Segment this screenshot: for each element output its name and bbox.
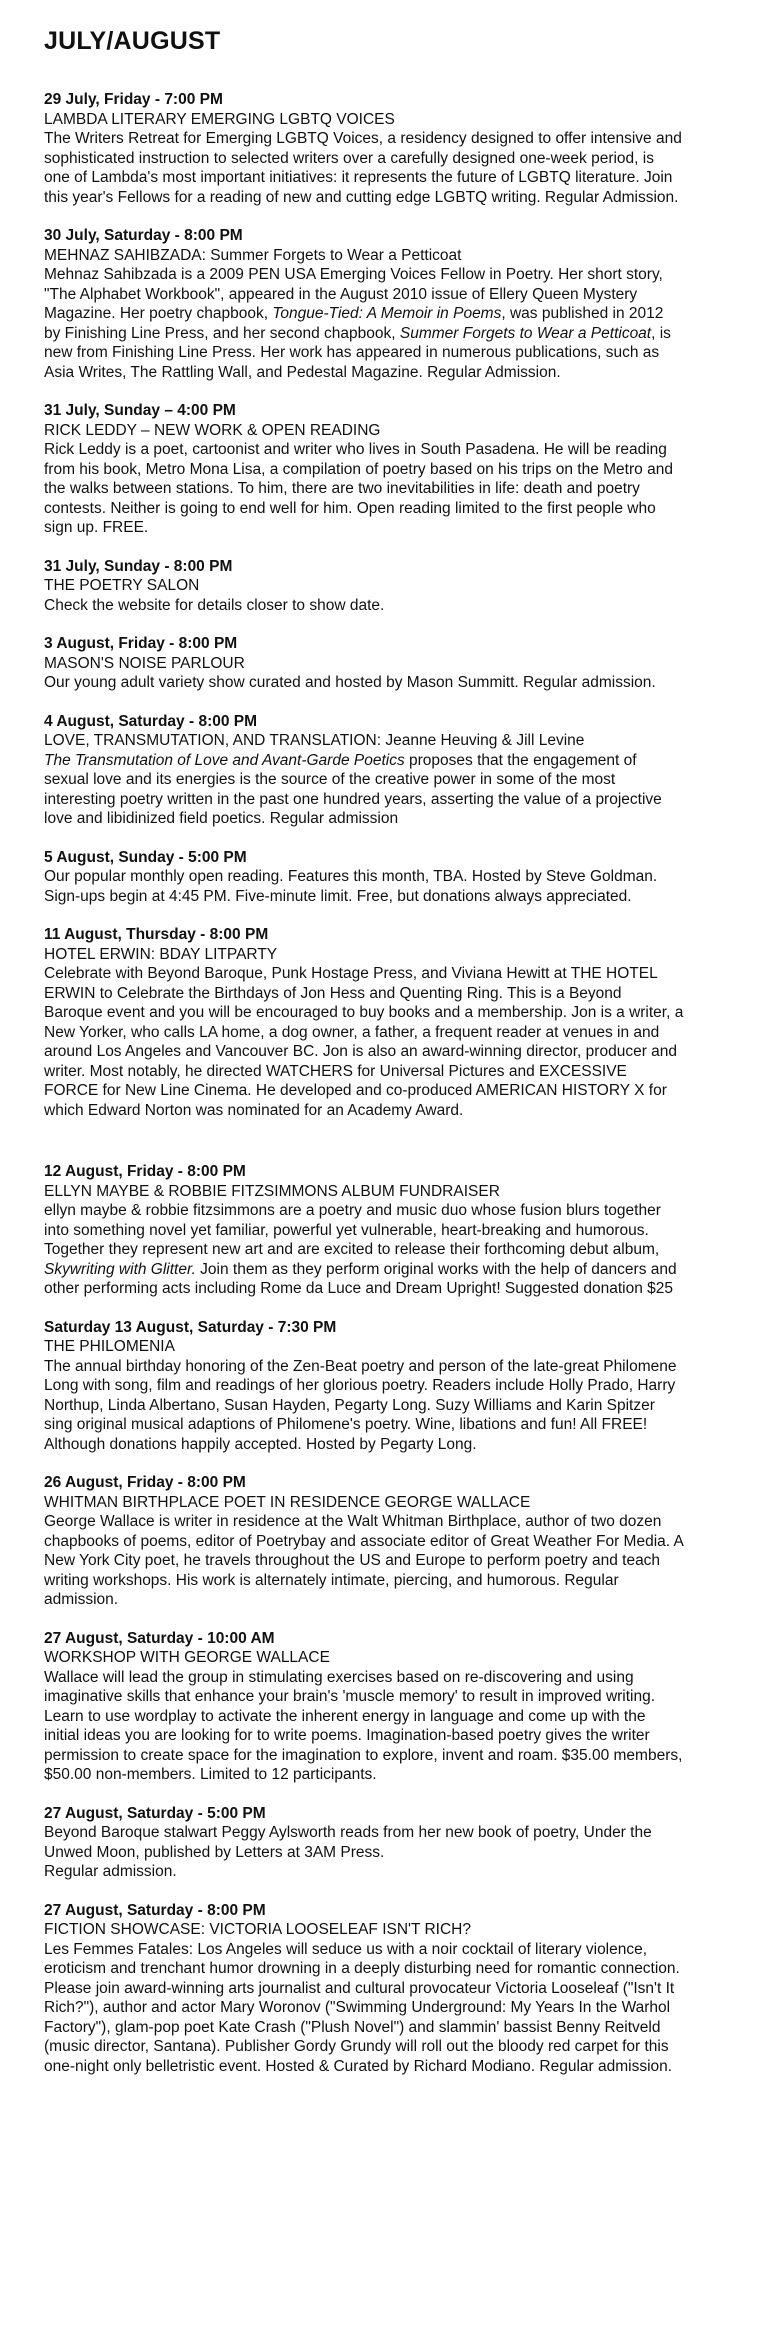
event-date: 27 August, Saturday - 5:00 PM [44, 1804, 266, 1822]
description-text: Mehnaz Sahibzada is a 2009 PEN USA Emerging Voices Fellow in Poetry. Her short story, "The Alphabet Workbook", appeared in the August 2010 issue of Ellery Queen Mystery Magazine. Her poetry chapbook, [44, 266, 663, 322]
event-description [44, 1357, 684, 1455]
description-text: Beyond Baroque stalwart Peggy Aylsworth reads from her new book of poetry, Under the Unwed Moon, published by Letters at 3AM Press. [44, 1824, 652, 1861]
event-date: 12 August, Friday - 8:00 PM [44, 1163, 246, 1180]
event-list [44, 90, 763, 2076]
event-title: MEHNAZ SAHIBZADA: Summer Forgets to Wear a Petticoat [44, 246, 462, 264]
event-title: ELLYN MAYBE & ROBBIE FITZSIMMONS ALBUM FUNDRAISER [44, 1182, 500, 1200]
event-item [44, 634, 684, 693]
event-date: 31 July, Sunday – 4:00 PM [44, 402, 236, 419]
event-item [44, 925, 684, 1120]
event-item [44, 712, 684, 829]
event-title: WORKSHOP WITH GEORGE WALLACE [44, 1649, 330, 1666]
description-text: ellyn maybe & robbie fitzsimmons are a poetry and music duo whose fusion blurs together into something novel yet familiar, powerful yet vulnerable, heart-breaking and humorous. Together they represent new art and are excited to release their forthcoming debut album, [44, 1202, 661, 1258]
description-text: The Writers Retreat for Emerging LGBTQ Voices, a residency designed to offer intensive and sophisticated instruction to selected writers over a carefully designed one-week period, is one of Lambda's most important initiatives: it represents the future of LGBTQ literature. Join this year's Fellows for a reading of new and cutting edge LGBTQ writing. Regular Admission. [44, 130, 682, 206]
description-text: Celebrate with Beyond Baroque, Punk Hostage Press, and Viviana Hewitt at THE HOTEL ERWIN to Celebrate the Birthdays of Jon Hess and Quenting Ring. This is a Beyond Baroque event and you will be encouraged to buy books and a membership. Jon is a writer, a New Yorker, who calls LA home, a dog owner, a father, a frequent reader at venues in and around Los Angeles and Vancouver BC. Jon is also an award-winning director, producer and writer. Most notably, he directed WATCHERS for Universal Pictures and EXCESSIVE FORCE for New Line Cinema. He developed and co-produced AMERICAN HISTORY X for which Edward Norton was nominated for an Academy Award. [44, 965, 684, 1119]
description-text: Our young adult variety show curated and hosted by Mason Summitt. Regular admission. [44, 674, 656, 691]
description-text: George Wallace is writer in residence at the Walt Whitman Birthplace, author of two dozen chapbooks of poems, editor of Poetrybay and associate editor of Great Weather For Media. A New York City poet, he travels throughout the US and Europe to perform poetry and teach writing workshops. His work is alternately intimate, piercing, and humorous. Regular admission. [44, 1513, 684, 1608]
event-title: RICK LEDDY – NEW WORK & OPEN READING [44, 421, 381, 439]
italic-title-text: The Transmutation of Love and Avant-Garde Poetics [44, 751, 405, 769]
event-title: FICTION SHOWCASE: VICTORIA LOOSELEAF ISN'T RICH? [44, 1921, 471, 1938]
event-item [44, 1629, 684, 1785]
italic-title-text: Tongue-Tied: A Memoir in Poems [272, 305, 502, 322]
event-title: LAMBDA LITERARY EMERGING LGBTQ VOICES [44, 110, 395, 128]
event-date: 26 August, Friday - 8:00 PM [44, 1474, 246, 1491]
event-title: THE PHILOMENIA [44, 1338, 175, 1355]
event-item [44, 848, 684, 907]
description-text: Check the website for details closer to show date. [44, 596, 385, 614]
event-description [44, 1823, 684, 1882]
event-item [44, 401, 684, 538]
event-item [44, 1318, 684, 1455]
description-text: Wallace will lead the group in stimulating exercises based on re-discovering and using imaginative skills that enhance your brain's 'muscle memory' to result in improved writing. Learn to use wordplay to activate the inherent energy in language and come up with the initial ideas you are looking for to write poems. Imagination-based poetry gives the writer permission to create space for the imagination to explore, invent and roam. $35.00 members, $50.00 non-members. Limited to 12 participants. [44, 1668, 683, 1783]
event-description [44, 440, 684, 538]
event-item [44, 557, 684, 616]
event-description [44, 964, 684, 1120]
event-item [44, 1804, 684, 1882]
event-title: HOTEL ERWIN: BDAY LITPARTY [44, 945, 278, 963]
event-description [44, 129, 684, 207]
description-text: The annual birthday honoring of the Zen-Beat poetry and person of the late-great Philomene Long with song, film and readings of her glorious poetry. Readers include Holly Prado, Harry Northup, Linda Albertano, Susan Hayden, Pegarty Long. Suzy Williams and Karin Spitzer sing original musical adaptions of Philomene's poetry. Wine, libations and fun! All FREE! Although donations happily accepted. Hosted by Pegarty Long. [44, 1357, 677, 1453]
event-title: THE POETRY SALON [44, 577, 200, 594]
event-date: 31 July, Sunday - 8:00 PM [44, 557, 233, 575]
event-date: 30 July, Saturday - 8:00 PM [44, 227, 243, 244]
event-date: 4 August, Saturday - 8:00 PM [44, 712, 258, 730]
event-description [44, 673, 684, 693]
event-description [44, 1512, 684, 1610]
event-description [44, 1201, 684, 1299]
event-description [44, 265, 684, 382]
page-title: JULY/AUGUST [44, 27, 221, 55]
event-date: 3 August, Friday - 8:00 PM [44, 635, 238, 652]
description-text: Rick Leddy is a poet, cartoonist and writer who lives in South Pasadena. He will be reading from his book, Metro Mona Lisa, a compilation of poetry based on his trips on the Metro and the walks between stations. To him, there are two inevitabilities in life: death and poetry contests. Neither is going to end well for him. Open reading limited to the first people who sign up. FREE. [44, 441, 673, 536]
description-text: proposes that the engagement of sexual love and its energies is the source of the creative power in some of the most interesting poetry written in the past one hundred years, asserting the value of a projective love and libidinized field poetics. Regular admission [44, 751, 662, 827]
event-item [44, 1901, 684, 2077]
event-title: LOVE, TRANSMUTATION, AND TRANSLATION: Jeanne Heuving & Jill Levine [44, 732, 585, 749]
event-description [44, 1668, 684, 1785]
event-item [44, 1162, 684, 1299]
event-date: 29 July, Friday - 7:00 PM [44, 91, 223, 108]
event-description [44, 867, 684, 906]
event-date: 27 August, Saturday - 8:00 PM [44, 1901, 266, 1919]
description-text: Les Femmes Fatales: Los Angeles will seduce us with a noir cocktail of literary violence, eroticism and trenchant humor drowning in a deeply disturbing need for romantic connection. Please join award-winning arts journalist and cultural provocateur Victoria Looseleaf ("Isn't It Rich?"), author and actor Mary Woronov ("Swimming Underground: My Years In the Warhol Factory"), glam-pop poet Kate Crash ("Plush Novel") and slammin' bassist Benny Reitveld (music director, Santana). Publisher Gordy Grundy will roll out the bloody red carpet for this one-night only belletristic event. Hosted & Curated by Richard Modiano. Regular admission. [44, 1940, 680, 2075]
event-description [44, 596, 684, 616]
event-title: WHITMAN BIRTHPLACE POET IN RESIDENCE GEORGE WALLACE [44, 1493, 531, 1511]
event-description [44, 751, 684, 829]
description-text: , is new from Finishing Line Press. Her work has appeared in numerous publications, such as Asia Writes, The Rattling Wall, and Pedestal Magazine. Regular Admission. [44, 324, 671, 381]
event-date: 27 August, Saturday - 10:00 AM [44, 1629, 275, 1647]
description-text: , was published in 2012 by Finishing Line Press, and her second chapbook, [44, 305, 664, 342]
event-item [44, 90, 684, 207]
description-text: Regular admission. [44, 1863, 177, 1880]
event-date: 11 August, Thursday - 8:00 PM [44, 926, 269, 943]
description-text: Our popular monthly open reading. Features this month, TBA. Hosted by Steve Goldman. Sign-ups begin at 4:45 PM. Five-minute limit. Free, but donations always appreciated. [44, 868, 658, 905]
event-item [44, 226, 684, 382]
event-title: MASON'S NOISE PARLOUR [44, 654, 245, 672]
event-date: 5 August, Sunday - 5:00 PM [44, 848, 247, 866]
event-item [44, 1473, 684, 1610]
italic-title-text: Summer Forgets to Wear a Petticoat [399, 324, 652, 342]
italic-title-text: Skywriting with Glitter. [44, 1260, 196, 1278]
event-date: Saturday 13 August, Saturday - 7:30 PM [44, 1318, 337, 1336]
event-description [44, 1940, 684, 2077]
description-text: Join them as they perform original works with the help of dancers and other performing acts including Rome da Luce and Dream Upright! Suggested donation $25 [44, 1260, 677, 1297]
